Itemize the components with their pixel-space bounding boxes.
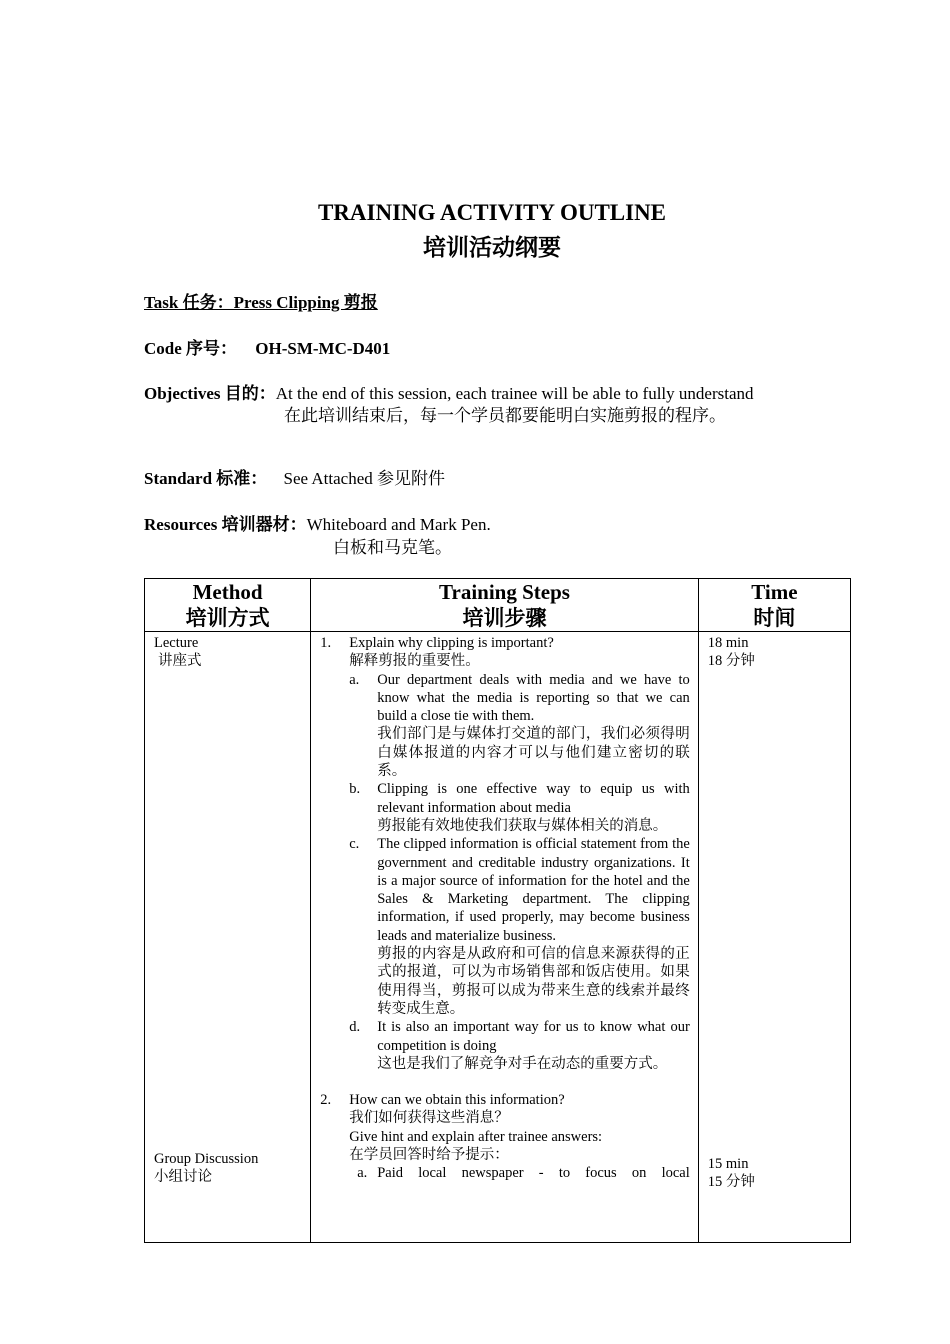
objectives-label: Objectives 目的： (144, 384, 276, 403)
list-item: a. Paid local newspaper - to focus on local (357, 1165, 690, 1182)
method-lecture-en: Lecture (154, 635, 199, 651)
header-time (698, 579, 850, 632)
header-time-en: Time (751, 580, 798, 604)
list-item: d. It is also an important way for us to know what our competition is doing 这也是我们了解竞争对手在动态的重要方式。 (349, 1019, 690, 1072)
step-1-number: 1. (320, 635, 332, 651)
time-cell (698, 632, 850, 1243)
title-english: TRAINING ACTIVITY OUTLINE (317, 200, 667, 225)
standard-label: Standard 标准： (144, 469, 268, 488)
header-steps-en: Training Steps (439, 580, 570, 604)
time-step-2-en: 15 min (707, 1155, 749, 1172)
step-1-question-en: Explain why clipping is important? (349, 635, 554, 651)
method-lecture-zh: 讲座式 (158, 653, 202, 670)
title-chinese: 培训活动纲要 (423, 235, 561, 260)
resources-label: Resources 培训器材： (144, 515, 307, 534)
method-group-en: Group Discussion (154, 1150, 259, 1167)
standard-field (144, 464, 445, 489)
code-value: OH-SM-MC-D401 (255, 339, 391, 358)
list-item: c. The clipped information is official statement from the government and creditable industry organizations. It is a major source of information for the hotel and the Sales & Marketing department. The clipping information, if used properly, may become business leads and materialize business. 剪报的内容是从政府和可信的信息来源获得的正式的报道，可以为市场销售部和饭店使用。如果使用得当，剪报可以成为带来生意的线索并最终转变成生意。 (349, 836, 690, 1017)
time-step-2-zh: 15 分钟 (707, 1173, 755, 1190)
header-steps (311, 579, 699, 632)
list-item: a. Our department deals with media and we have to know what the media is reporting so that we can build a close tie with them. 我们部门是与媒体打交道的部门，我们必须得明白媒体报道的内容才可以与他们建立密切的联系。 (349, 671, 690, 780)
method-group-zh: 小组讨论 (154, 1168, 212, 1185)
resources-field (144, 510, 491, 535)
time-step-1-en: 18 min (707, 635, 749, 651)
time-step-1-zh: 18 分钟 (707, 653, 755, 670)
header-method (145, 579, 311, 632)
code-label: Code 序号： (144, 339, 238, 358)
resources-line1: Whiteboard and Mark Pen. (306, 515, 491, 534)
table-header-row (145, 579, 851, 632)
table-row (145, 632, 851, 1243)
list-item: b. Clipping is one effective way to equip us with relevant information about media 剪报能有效地使我们获取与媒体相关的消息。 (349, 781, 690, 834)
header-method-zh: 培训方式 (185, 606, 270, 630)
code-field (144, 334, 390, 359)
steps-cell (311, 632, 699, 1243)
step-2-question-en: How can we obtain this information? (349, 1092, 565, 1109)
task-field: Task 任务：Press Clipping 剪报 (144, 293, 378, 312)
step-2-hint-en: Give hint and explain after trainee answers: (349, 1128, 603, 1145)
objectives-line1: At the end of this session, each trainee will be able to fully understand (275, 384, 754, 403)
header-steps-zh: 培训步骤 (462, 606, 547, 630)
step-2-question-zh: 我们如何获得这些消息？ (349, 1110, 509, 1127)
header-time-zh: 时间 (753, 606, 796, 630)
step-1-question-zh: 解释剪报的重要性。 (349, 653, 480, 670)
step-2 (311, 1091, 698, 1182)
header-method-en: Method (192, 580, 263, 604)
step-1 (311, 634, 698, 1073)
step-2-number: 2. (320, 1092, 332, 1109)
step-2-hint-zh: 在学员回答时给予提示： (349, 1147, 509, 1164)
objectives-line2: 在此培训结束后，每一个学员都要能明白实施剪报的程序。 (284, 406, 726, 425)
method-cell (145, 632, 311, 1243)
resources-line2: 白板和马克笔。 (333, 538, 452, 557)
standard-value: See Attached 参见附件 (283, 469, 445, 488)
training-outline-table (144, 578, 851, 1243)
